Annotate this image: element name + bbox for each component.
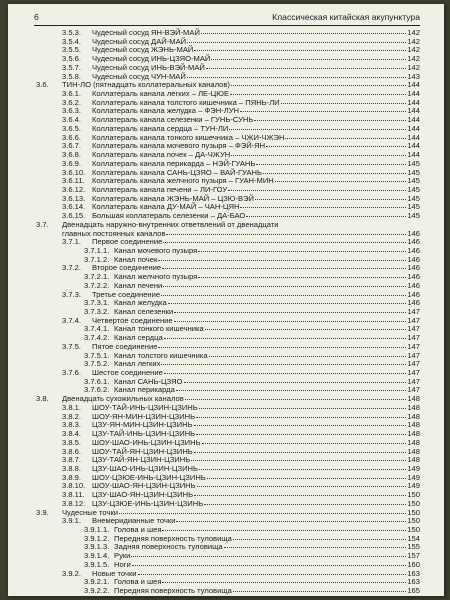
toc-entry-page: 146 bbox=[407, 289, 420, 299]
toc-entry-page: 148 bbox=[407, 446, 420, 456]
toc-entry-page: 142 bbox=[407, 62, 420, 72]
toc-entry-title: Голова и шея bbox=[114, 524, 162, 534]
toc-entry-number: 3.8.9. bbox=[62, 472, 81, 482]
toc-entry-page: 147 bbox=[407, 315, 420, 325]
toc-entry-page: 147 bbox=[407, 359, 420, 369]
toc-entry-title: Канал желчного пузыря bbox=[114, 272, 198, 282]
toc-entry-title: Коллатераль канала желудка – ФЭН-ЛУН bbox=[92, 106, 239, 116]
toc-entry-page: 145 bbox=[407, 211, 420, 221]
toc-entry-title: Внемеридианные точки bbox=[92, 516, 176, 526]
toc-entry-number: 3.6.11. bbox=[62, 176, 85, 186]
toc-entry-page: 157 bbox=[407, 551, 420, 561]
dot-leader bbox=[163, 242, 406, 243]
toc-entry-number: 3.9.1.5. bbox=[84, 559, 110, 569]
toc-entry-title: ЦЗУ-ТАЙ-ЯН-ЦЗИН-ЦЗИНЬ bbox=[92, 455, 191, 465]
toc-entry-title: Коллатераль канала САНЬ-ЦЗЯО – ВАЙ-ГУАНЬ bbox=[92, 167, 263, 177]
dot-leader bbox=[158, 347, 406, 348]
dot-leader bbox=[161, 295, 406, 296]
toc-entry-number: 3.6.6. bbox=[62, 132, 81, 142]
toc-entry-title: Чудесный сосуд ИНЬ-ВЭЙ-МАЙ bbox=[92, 62, 205, 72]
toc-entry-title: Коллатераль канала перикарда – НЭЙ-ГУАНЬ bbox=[92, 158, 256, 168]
toc-entry-number: 3.6.14. bbox=[62, 202, 86, 212]
toc-entry-page: 163 bbox=[407, 577, 420, 587]
table-of-contents bbox=[36, 29, 420, 596]
toc-entry-title: Канал легких bbox=[114, 359, 161, 369]
dot-leader bbox=[275, 181, 406, 182]
dot-leader bbox=[224, 547, 406, 548]
toc-entry-page: 144 bbox=[407, 132, 420, 142]
dot-leader bbox=[233, 591, 406, 592]
toc-entry-number: 3.5.5. bbox=[62, 45, 81, 55]
dot-leader bbox=[228, 190, 406, 191]
toc-entry-title: Канал селезенки bbox=[114, 307, 174, 316]
toc-entry-title: Руки bbox=[114, 551, 131, 561]
toc-entry-number: 3.6.8. bbox=[62, 150, 81, 160]
toc-entry-title: Большая коллатераль селезенки – ДА-БАО bbox=[92, 211, 246, 221]
toc-entry-number: 3.6.2. bbox=[62, 97, 81, 107]
toc-entry-page: 150 bbox=[407, 524, 420, 534]
dot-leader bbox=[119, 513, 406, 514]
toc-entry-page: 146 bbox=[407, 254, 420, 264]
dot-leader bbox=[240, 111, 406, 112]
dot-leader bbox=[185, 399, 406, 400]
toc-entry-title: ЦЗУ-ЯН-МИН-ЦЗИН-ЦЗИНЬ bbox=[92, 420, 193, 430]
toc-entry-number: 3.7. bbox=[36, 219, 49, 229]
toc-entry-number: 3.5.8. bbox=[62, 71, 81, 81]
toc-entry-page: 160 bbox=[407, 559, 420, 569]
toc-entry-title: Двенадцать наружно-внутренних ответвлений от двенадцати bbox=[62, 219, 279, 229]
toc-entry-title: Чудесные точки bbox=[62, 507, 119, 517]
dot-leader bbox=[199, 408, 406, 409]
toc-entry-page: 146 bbox=[407, 228, 420, 238]
toc-entry-number: 3.8.4. bbox=[62, 429, 81, 439]
toc-entry-number: 3.9.2. bbox=[62, 568, 81, 578]
toc-entry-title: Канал перикарда bbox=[114, 385, 175, 395]
toc-entry-number: 3.7.5. bbox=[62, 341, 81, 351]
toc-entry-page: 163 bbox=[407, 568, 420, 578]
toc-entry-page: 148 bbox=[407, 402, 420, 412]
toc-entry-title: Коллатераль канала почек – ДА-ЧЖУН bbox=[92, 150, 231, 160]
toc-entry-page: 148 bbox=[407, 429, 420, 439]
toc-entry-number: 3.7.6.1. bbox=[84, 376, 110, 386]
toc-entry-number: 3.7.4.1. bbox=[84, 324, 110, 334]
toc-entry-page: 145 bbox=[407, 158, 420, 168]
toc-entry-title: ШОУ-ТАЙ-ИНЬ-ЦЗИН-ЦЗИНЬ bbox=[92, 402, 198, 412]
toc-entry-title: ТИН-ЛО (пятнадцать коллатеральных каналов) bbox=[62, 80, 230, 90]
toc-entry-page: 150 bbox=[407, 490, 420, 500]
toc-entry-page: 142 bbox=[407, 36, 420, 46]
toc-entry-number: 3.6.3. bbox=[62, 106, 81, 116]
toc-entry-title: Коллатераль канала печени – ЛИ-ГОУ bbox=[92, 184, 228, 194]
toc-entry-page: 147 bbox=[407, 376, 420, 386]
toc-entry-page: 146 bbox=[407, 237, 420, 247]
toc-entry-page: 142 bbox=[407, 45, 420, 55]
toc-entry-title: Коллатераль канала мочевого пузыря – ФЭЙ-ЯН bbox=[92, 141, 266, 151]
dot-leader bbox=[211, 59, 406, 60]
toc-entry-title: Канал желудка bbox=[114, 298, 167, 308]
toc-entry-title: главных постоянных каналов bbox=[62, 228, 166, 238]
toc-entry-number: 3.9.1.2. bbox=[84, 533, 110, 543]
toc-entry-title: Задняя поверхность туловища bbox=[114, 542, 223, 552]
toc-entry-page: 145 bbox=[407, 184, 420, 194]
dot-leader bbox=[176, 521, 406, 522]
toc-entry-page: 150 bbox=[407, 498, 420, 508]
toc-entry-page: 147 bbox=[407, 385, 420, 395]
dot-leader bbox=[184, 382, 407, 383]
toc-entry-title: Голова и шея bbox=[114, 577, 162, 587]
toc-entry-title: Коллатераль канала легких – ЛЕ-ЦЮЕ bbox=[92, 89, 230, 99]
dot-leader bbox=[163, 286, 406, 287]
toc-entry-title: Канал мочевого пузыря bbox=[114, 245, 198, 255]
toc-entry-page: 144 bbox=[407, 123, 420, 133]
toc-entry-page: 149 bbox=[407, 481, 420, 491]
dot-leader bbox=[164, 373, 406, 374]
dot-leader bbox=[205, 329, 406, 330]
toc-entry-title: Канал толстого кишечника bbox=[114, 350, 208, 360]
toc-entry-page: 147 bbox=[407, 368, 420, 378]
dot-leader bbox=[231, 155, 406, 156]
toc-entry-number: 3.9.1. bbox=[62, 516, 81, 526]
toc-entry-title: Чудесный сосуд ЖЭНЬ-МАЙ bbox=[92, 45, 194, 55]
toc-entry-title: ЦЗУ-ЦЗЮЕ-ИНЬ-ЦЗИН-ЦЗИНЬ bbox=[92, 498, 204, 508]
toc-entry-title: ШОУ-ШАО-ЯН-ЦЗИН-ЦЗИНЬ bbox=[92, 481, 196, 491]
dot-leader bbox=[162, 530, 406, 531]
toc-entry-number: 3.8.6. bbox=[62, 446, 81, 456]
dot-leader bbox=[198, 251, 406, 252]
dot-leader bbox=[206, 68, 406, 69]
running-header bbox=[34, 11, 420, 26]
toc-entry-title: Коллатераль канала тонкого кишечника – ЧЖИ-ЧЖЭН bbox=[92, 132, 285, 142]
toc-entry-page: 146 bbox=[407, 272, 420, 282]
toc-entry-title: Коллатераль канала желчного пузыря – ГУАН-МИН bbox=[92, 176, 274, 186]
toc-entry-number: 3.7.1.1. bbox=[84, 245, 110, 255]
toc-entry-page: 147 bbox=[407, 324, 420, 334]
toc-entry-number: 3.6.1. bbox=[62, 89, 81, 99]
toc-entry-number: 3.7.2.1. bbox=[84, 272, 110, 282]
dot-leader bbox=[162, 582, 406, 583]
toc-entry-title: ЦЗУ-ШАО-ИНЬ-ЦЗИН-ЦЗИНЬ bbox=[92, 463, 199, 473]
toc-entry-number: 3.8.11. bbox=[62, 490, 85, 500]
toc-entry-page: 147 bbox=[407, 341, 420, 351]
toc-entry-page: 147 bbox=[407, 350, 420, 360]
toc-entry-number: 3.7.2. bbox=[62, 263, 81, 273]
toc-entry-title: Второе соединение bbox=[92, 263, 162, 273]
toc-entry-number: 3.6.7. bbox=[62, 141, 81, 151]
dot-leader bbox=[198, 277, 406, 278]
toc-entry-number: 3.8.2. bbox=[62, 411, 81, 421]
toc-entry-title: Канал почек bbox=[114, 254, 158, 264]
toc-entry-number: 3.8.7. bbox=[62, 455, 81, 465]
toc-entry-number: 3.8.3. bbox=[62, 420, 81, 430]
toc-entry-number: 3.9.2.2. bbox=[84, 586, 110, 595]
toc-entry-number: 3.7.3.1. bbox=[84, 298, 110, 308]
dot-leader bbox=[233, 539, 406, 540]
dot-leader bbox=[132, 565, 406, 566]
toc-entry-page: 142 bbox=[407, 54, 420, 64]
toc-entry-title: Канал сердца bbox=[114, 333, 163, 343]
toc-entry-page: 144 bbox=[407, 141, 420, 151]
toc-entry-page: 154 bbox=[407, 533, 420, 543]
toc-entry-title: ЦЗУ-ТАЙ-ИНЬ-ЦЗИН-ЦЗИНЬ bbox=[92, 429, 196, 439]
toc-entry-page: 144 bbox=[407, 97, 420, 107]
toc-entry-page: 146 bbox=[407, 298, 420, 308]
toc-entry-page: 148 bbox=[407, 437, 420, 447]
toc-entry-number: 3.5.7. bbox=[62, 62, 81, 72]
dot-leader bbox=[231, 85, 406, 86]
toc-entry-page: 144 bbox=[407, 115, 420, 125]
toc-entry-number: 3.7.1. bbox=[62, 237, 81, 247]
dot-leader bbox=[229, 129, 406, 130]
toc-entry-page: 148 bbox=[407, 420, 420, 430]
toc-entry-page: 145 bbox=[407, 202, 420, 212]
toc-entry-title: Передняя поверхность туловища bbox=[114, 586, 232, 595]
dot-leader bbox=[285, 138, 406, 139]
toc-entry-number: 3.7.6.2. bbox=[84, 385, 110, 395]
running-title: Классическая китайская акупунктура bbox=[272, 12, 420, 22]
toc-entry-number: 3.9. bbox=[36, 507, 49, 517]
toc-entry-number: 3.9.2.1. bbox=[84, 577, 110, 587]
toc-entry-number: 3.5.3. bbox=[62, 28, 81, 37]
toc-entry-title: Третье соединение bbox=[92, 289, 161, 299]
toc-entry-number: 3.7.4. bbox=[62, 315, 81, 325]
toc-entry-number: 3.5.4. bbox=[62, 36, 81, 46]
dot-leader bbox=[204, 504, 406, 505]
toc-entry-title: Шестое соединение bbox=[92, 368, 163, 378]
toc-entry-page: 144 bbox=[407, 106, 420, 116]
toc-entry-title: Первое соединение bbox=[92, 237, 163, 247]
toc-entry-page: 148 bbox=[407, 455, 420, 465]
toc-entry-title: Новые точки bbox=[92, 568, 137, 578]
toc-entry-page: 165 bbox=[407, 586, 420, 595]
toc-entry-number: 3.7.5.2. bbox=[84, 359, 110, 369]
toc-entry-page: 145 bbox=[407, 193, 420, 203]
dot-leader bbox=[281, 103, 406, 104]
dot-leader bbox=[199, 469, 406, 470]
toc-entry-number: 3.9.1.4. bbox=[84, 551, 110, 561]
toc-entry-number: 3.8.5. bbox=[62, 437, 81, 447]
dot-leader bbox=[174, 312, 406, 313]
toc-entry-title: Коллатераль канала ДУ-МАЙ – ЧАН-ЦЯН bbox=[92, 202, 240, 212]
toc-entry-page: 146 bbox=[407, 263, 420, 273]
toc-entry-title: Канал печени bbox=[114, 280, 163, 290]
book-page bbox=[8, 4, 444, 596]
toc-entry-title: Четвертое соединение bbox=[92, 315, 173, 325]
toc-entry-number: 3.7.4.2. bbox=[84, 333, 110, 343]
dot-leader bbox=[164, 338, 406, 339]
toc-entry-title: Коллатераль канала селезенки – ГУНЬ-СУНЬ bbox=[92, 115, 254, 125]
toc-entry-number: 3.6.13. bbox=[62, 193, 86, 203]
toc-entry-number: 3.6.15. bbox=[62, 211, 86, 221]
toc-entry-page: 147 bbox=[407, 333, 420, 343]
toc-entry-number: 3.7.2.2. bbox=[84, 280, 110, 290]
toc-entry-number: 3.7.3. bbox=[62, 289, 81, 299]
toc-entry-title: Чудесный сосуд ЯН-ВЭЙ-МАЙ bbox=[92, 28, 200, 37]
toc-entry-page: 148 bbox=[407, 411, 420, 421]
toc-entry-number: 3.6.10. bbox=[62, 167, 86, 177]
toc-entry-number: 3.8. bbox=[36, 394, 49, 404]
dot-leader bbox=[174, 321, 406, 322]
toc-entry-number: 3.8.8. bbox=[62, 463, 81, 473]
dot-leader bbox=[209, 356, 406, 357]
toc-entry-page: 146 bbox=[407, 245, 420, 255]
dot-leader bbox=[194, 495, 406, 496]
toc-entry-page: 150 bbox=[407, 516, 420, 526]
toc-entry-title: Передняя поверхность туловища bbox=[114, 533, 232, 543]
toc-entry-title: ШОУ-ЯН-МИН-ЦЗИН-ЦЗИНЬ bbox=[92, 411, 196, 421]
dot-leader bbox=[191, 460, 406, 461]
toc-entry-title: Ноги bbox=[114, 559, 131, 569]
dot-leader bbox=[194, 425, 406, 426]
dot-leader bbox=[196, 417, 406, 418]
dot-leader bbox=[162, 268, 406, 269]
toc-entry-page: 147 bbox=[407, 307, 420, 316]
toc-entry-number: 3.8.1. bbox=[62, 402, 81, 412]
dot-leader bbox=[161, 364, 406, 365]
dot-leader bbox=[263, 173, 406, 174]
toc-entry-number: 3.8.10. bbox=[62, 481, 86, 491]
toc-entry-title: ШОУ-ШАО-ИНЬ-ЦЗИН-ЦЗИНЬ bbox=[92, 437, 201, 447]
toc-entry-title: Пятое соединение bbox=[92, 341, 158, 351]
dot-leader bbox=[230, 94, 406, 95]
toc-entry-number: 3.6.4. bbox=[62, 115, 81, 125]
dot-leader bbox=[168, 303, 406, 304]
dot-leader bbox=[201, 33, 406, 34]
dot-leader bbox=[255, 199, 406, 200]
toc-entry-number: 3.6.12. bbox=[62, 184, 86, 194]
toc-entry-title: Канал САНЬ-ЦЗЯО bbox=[114, 376, 183, 386]
dot-leader bbox=[256, 164, 406, 165]
toc-entry-title: Коллатераль канала ЖЭНЬ-МАЙ – ЦЗЮ-ВЭЙ bbox=[92, 193, 254, 203]
dot-leader bbox=[131, 556, 406, 557]
toc-entry-number: 3.7.1.2. bbox=[84, 254, 110, 264]
dot-leader bbox=[187, 77, 406, 78]
dot-leader bbox=[266, 146, 406, 147]
toc-entry-title: Коллатераль канала сердца – ТУН-ЛИ bbox=[92, 123, 229, 133]
toc-entry-page: 143 bbox=[407, 71, 420, 81]
dot-leader bbox=[187, 42, 406, 43]
toc-entry-page: 144 bbox=[407, 80, 420, 90]
dot-leader bbox=[197, 486, 406, 487]
toc-entry-number: 3.6. bbox=[36, 80, 49, 90]
toc-entry-number: 3.7.6. bbox=[62, 368, 81, 378]
toc-entry-page: 142 bbox=[407, 28, 420, 37]
dot-leader bbox=[240, 207, 406, 208]
toc-entry-title: ШОУ-ЦЗЮЕ-ИНЬ-ЦЗИН-ЦЗИНЬ bbox=[92, 472, 206, 482]
toc-entry-number: 3.5.6. bbox=[62, 54, 81, 64]
toc-entry-title: Чудесный сосуд ДАЙ-МАЙ bbox=[92, 36, 187, 46]
toc-entry-title: Коллатераль канала толстого кишечника – ПЯНЬ-ЛИ bbox=[92, 97, 280, 107]
toc-entry-title: Канал тонкого кишечника bbox=[114, 324, 204, 334]
toc-entry-title: Двенадцать сухожильных каналов bbox=[62, 394, 184, 404]
toc-entry-page: 146 bbox=[407, 280, 420, 290]
toc-entry-number: 3.9.1.1. bbox=[84, 524, 110, 534]
dot-leader bbox=[246, 216, 406, 217]
dot-leader bbox=[202, 443, 406, 444]
toc-entry-number: 3.7.3.2. bbox=[84, 307, 110, 316]
dot-leader bbox=[166, 234, 406, 235]
toc-entry-number: 3.6.5. bbox=[62, 123, 81, 133]
toc-entry-title: Чудесный сосуд ЧУН-МАЙ bbox=[92, 71, 186, 81]
toc-entry-page: 144 bbox=[407, 150, 420, 160]
dot-leader bbox=[254, 120, 406, 121]
toc-entry-page: 145 bbox=[407, 167, 420, 177]
dot-leader bbox=[196, 434, 406, 435]
toc-entry-page: 148 bbox=[407, 394, 420, 404]
dot-leader bbox=[138, 574, 406, 575]
toc-entry-title: Чудесный сосуд ИНЬ-ЦЗЯО-МАЙ bbox=[92, 54, 211, 64]
dot-leader bbox=[176, 390, 406, 391]
toc-entry-number: 3.8.12. bbox=[62, 498, 86, 508]
toc-entry-page: 149 bbox=[407, 463, 420, 473]
toc-entry-page: 144 bbox=[407, 89, 420, 99]
dot-leader bbox=[158, 260, 406, 261]
page-number: 6 bbox=[34, 12, 39, 22]
toc-entry-number: 3.6.9. bbox=[62, 158, 81, 168]
toc-entry-title: ШОУ-ТАЙ-ЯН-ЦЗИН-ЦЗИНЬ bbox=[92, 446, 193, 456]
toc-entry-number: 3.9.1.3. bbox=[84, 542, 110, 552]
toc-entry-page: 155 bbox=[407, 542, 420, 552]
toc-entry-title: ЦЗУ-ШАО-ЯН-ЦЗИН-ЦЗИНЬ bbox=[92, 490, 194, 500]
toc-entry-page: 145 bbox=[407, 176, 420, 186]
toc-entry bbox=[36, 587, 420, 596]
toc-entry-page: 150 bbox=[407, 507, 420, 517]
dot-leader bbox=[207, 478, 406, 479]
dot-leader bbox=[194, 452, 406, 453]
dot-leader bbox=[194, 50, 406, 51]
toc-entry-number: 3.7.5.1. bbox=[84, 350, 110, 360]
toc-entry-page: 149 bbox=[407, 472, 420, 482]
